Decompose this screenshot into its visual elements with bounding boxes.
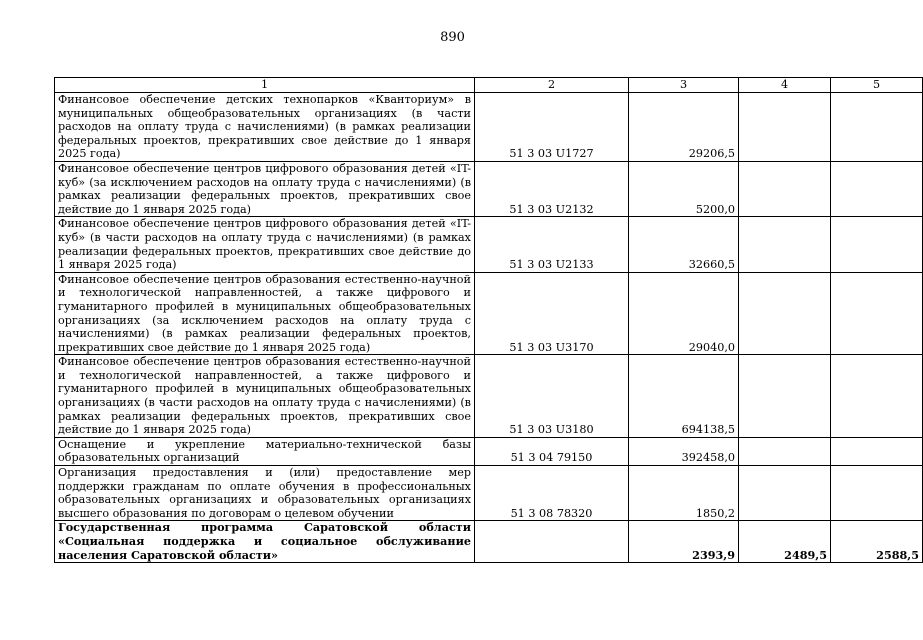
row-name-cell: Организация предоставления и (или) предоставление мер поддержки гражданам по оплате обучения в профессиональных образовательных организациях и образовательных организациях высшего образования по договорам о целевом обучении bbox=[55, 466, 475, 521]
row-code-cell: 51 3 03 U3180 bbox=[475, 355, 629, 438]
row-name-cell: Финансовое обеспечение детских технопарков «Кванториум» в муниципальных общеобразовательных организациях (в части расходов на оплату труда с начислениями) (в рамках реализации федеральных проектов, прекративших свое действие до 1 января 2025 года) bbox=[55, 93, 475, 162]
row-code-cell: 51 3 03 U2133 bbox=[475, 217, 629, 272]
row-code-cell bbox=[475, 521, 629, 563]
page-number: 890 bbox=[440, 30, 465, 45]
row-amount-col3: 29206,5 bbox=[629, 93, 739, 162]
row-amount-col4: 2489,5 bbox=[739, 521, 831, 563]
header-col-4: 4 bbox=[739, 78, 831, 93]
row-amount-col4 bbox=[739, 466, 831, 521]
table-row bbox=[55, 161, 923, 216]
row-code-cell: 51 3 03 U2132 bbox=[475, 161, 629, 216]
row-amount-col5 bbox=[831, 437, 923, 465]
budget-table bbox=[54, 77, 923, 563]
row-name-cell: Финансовое обеспечение центров цифрового образования детей «IT-куб» (за исключением расходов на оплату труда с начислениями) (в рамках реализации федеральных проектов, прекративших свое действие до 1 января 2025 года) bbox=[55, 161, 475, 216]
row-amount-col3: 29040,0 bbox=[629, 272, 739, 355]
row-amount-col4 bbox=[739, 217, 831, 272]
row-amount-col4 bbox=[739, 161, 831, 216]
row-code-cell: 51 3 04 79150 bbox=[475, 437, 629, 465]
header-row bbox=[55, 78, 923, 93]
row-name-cell: Финансовое обеспечение центров образования естественно-научной и технологической направленностей, а также цифрового и гуманитарного профилей в муниципальных общеобразовательных организациях (за исключением расходов на оплату труда с начислениями) (в рамках реализации федеральных проектов, прекративших свое действие до 1 января 2025 года) bbox=[55, 272, 475, 355]
row-amount-col4 bbox=[739, 437, 831, 465]
row-amount-col3: 5200,0 bbox=[629, 161, 739, 216]
row-amount-col4 bbox=[739, 93, 831, 162]
row-amount-col3: 2393,9 bbox=[629, 521, 739, 563]
row-name-cell: Финансовое обеспечение центров цифрового образования детей «IT-куб» (в части расходов на оплату труда с начислениями) (в рамках реализации федеральных проектов, прекративших свое действие до 1 января 2025 года) bbox=[55, 217, 475, 272]
header-col-3: 3 bbox=[629, 78, 739, 93]
row-amount-col5 bbox=[831, 466, 923, 521]
row-amount-col3: 694138,5 bbox=[629, 355, 739, 438]
row-name-cell: Государственная программа Саратовской области «Социальная поддержка и социальное обслуживание населения Саратовской области» bbox=[55, 521, 475, 563]
row-amount-col5 bbox=[831, 355, 923, 438]
header-col-1: 1 bbox=[55, 78, 475, 93]
table-row bbox=[55, 217, 923, 272]
row-code-cell: 51 3 08 78320 bbox=[475, 466, 629, 521]
table-row bbox=[55, 437, 923, 465]
row-code-cell: 51 3 03 U3170 bbox=[475, 272, 629, 355]
row-amount-col5 bbox=[831, 217, 923, 272]
row-amount-col3: 392458,0 bbox=[629, 437, 739, 465]
row-amount-col4 bbox=[739, 272, 831, 355]
table-row bbox=[55, 355, 923, 438]
table-row bbox=[55, 272, 923, 355]
row-amount-col5 bbox=[831, 272, 923, 355]
row-amount-col3: 32660,5 bbox=[629, 217, 739, 272]
row-name-cell: Оснащение и укрепление материально-технической базы образовательных организаций bbox=[55, 437, 475, 465]
row-amount-col4 bbox=[739, 355, 831, 438]
row-amount-col5 bbox=[831, 93, 923, 162]
table-row bbox=[55, 93, 923, 162]
row-amount-col5: 2588,5 bbox=[831, 521, 923, 563]
row-amount-col3: 1850,2 bbox=[629, 466, 739, 521]
program-total-row bbox=[55, 521, 923, 563]
row-name-cell: Финансовое обеспечение центров образования естественно-научной и технологической направленностей, а также цифрового и гуманитарного профилей в муниципальных общеобразовательных организациях (в части расходов на оплату труда с начислениями) (в рамках реализации федеральных проектов, прекративших свое действие до 1 января 2025 года) bbox=[55, 355, 475, 438]
header-col-5: 5 bbox=[831, 78, 923, 93]
row-amount-col5 bbox=[831, 161, 923, 216]
header-col-2: 2 bbox=[475, 78, 629, 93]
table-row bbox=[55, 466, 923, 521]
row-code-cell: 51 3 03 U1727 bbox=[475, 93, 629, 162]
